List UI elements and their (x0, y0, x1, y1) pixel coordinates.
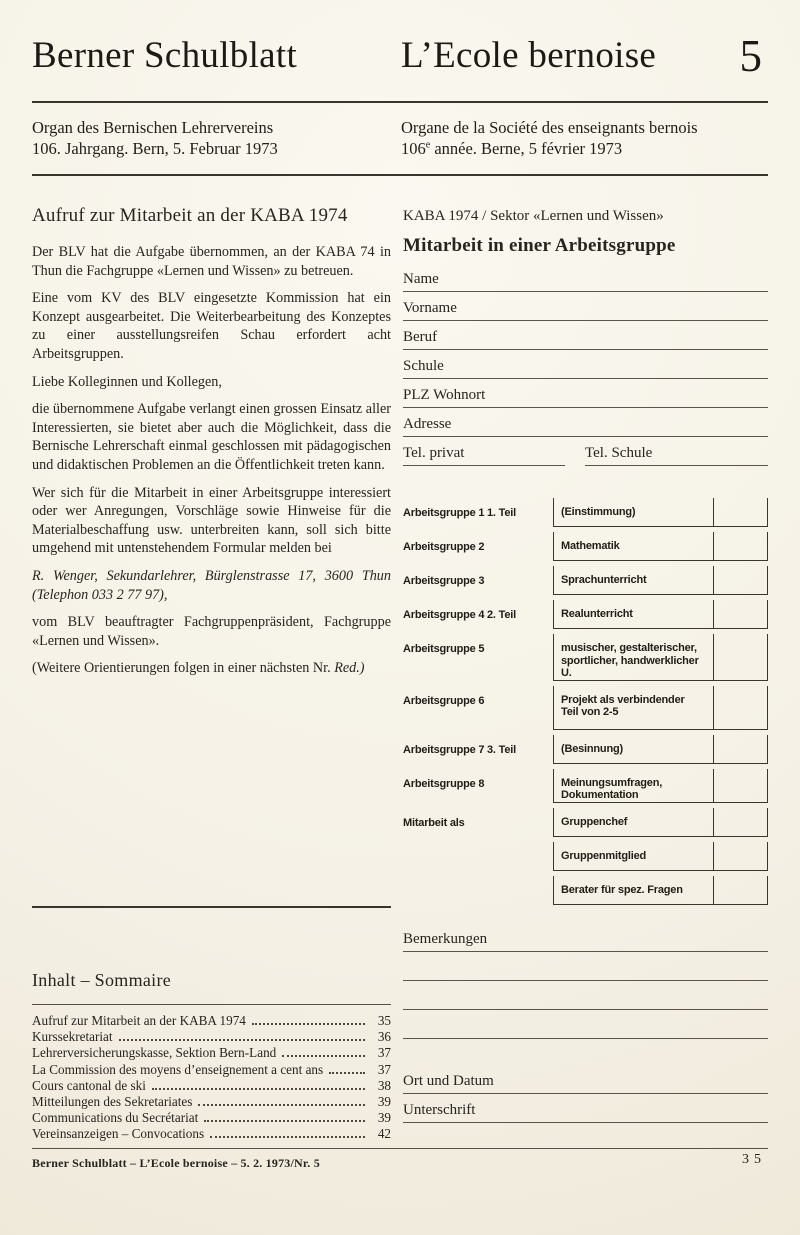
field-schule (403, 350, 768, 379)
workgroup-label: Arbeitsgruppe 8 (403, 777, 485, 790)
toc-entry-page: 36 (377, 1029, 391, 1045)
workgroup-description (553, 532, 713, 561)
workgroup-description-line: Realunterricht (561, 608, 633, 620)
workgroup-part: 1. Teil (487, 507, 516, 519)
field-unterschrift-label: Unterschrift (403, 1101, 476, 1118)
toc-divider-rule (32, 1004, 391, 1005)
workgroup-checkbox-cell (713, 498, 768, 527)
toc-dot-leader (198, 1104, 365, 1106)
toc-entry (32, 1013, 391, 1029)
toc-entry-page: 42 (377, 1126, 391, 1142)
field-beruf-label: Beruf (403, 329, 438, 345)
workgroup-row-4 (403, 600, 768, 629)
toc-dot-leader (252, 1023, 365, 1025)
footer-rule (32, 1148, 768, 1149)
role-row-berater (403, 876, 768, 905)
field-adresse (403, 408, 768, 437)
field-tel-privat (403, 437, 565, 466)
role-row-gruppenchef (403, 808, 768, 837)
workgroup-label: Arbeitsgruppe 5 (403, 643, 485, 655)
role-description (553, 842, 713, 871)
imprint-french-line2 (401, 138, 698, 159)
workgroup-description-line: Teil von 2-5 (561, 706, 619, 718)
workgroup-description-line: Mathematik (561, 540, 620, 552)
workgroup-label: Arbeitsgruppe 6 (403, 694, 485, 707)
article-paragraph-5: Wer sich für die Mitarbeit in einer Arbeitsgruppe interessiert oder wer Anregungen, Vorschläge sowie Hinweise für die Materialbeschaffung usw. unterbreiten kann, soll sich bitte umgehend mit untenstehendem Formular melden bei (32, 484, 391, 557)
journal-title-german: Berner Schulblatt (32, 35, 298, 76)
toc-dot-leader (152, 1088, 365, 1090)
article-contact-line: R. Wenger, Sekundarlehrer, Bürglenstrasse 17, 3600 Thun (Telephon 033 2 77 97), (32, 567, 391, 603)
toc-entry (32, 1110, 391, 1126)
toc-dot-leader (282, 1055, 365, 1057)
left-column-divider-rule (32, 906, 391, 908)
field-beruf (403, 321, 768, 350)
toc-entry-label: La Commission des moyens d’enseignement a cent ans (32, 1061, 324, 1077)
field-name (403, 263, 768, 292)
role-description (553, 876, 713, 905)
form-column (403, 205, 768, 1123)
footer-imprint: Berner Schulblatt – L’Ecole bernoise – 5. 2. 1973/Nr. 5 (32, 1156, 320, 1170)
field-bemerkungen-label: Bemerkungen (403, 930, 488, 947)
article-paragraph-1: Der BLV hat die Aufgabe übernommen, an der KABA 74 in Thun die Fachgruppe «Lernen und Wissen» zu betreuen. (32, 244, 391, 279)
workgroup-row-8 (403, 769, 768, 803)
toc-entry (32, 1062, 391, 1078)
remarks-blank-line (403, 981, 768, 1010)
workgroup-description-line: Sprachunterricht (561, 574, 647, 586)
workgroup-description (553, 498, 713, 527)
remarks-blank-line (403, 952, 768, 981)
role-description (553, 808, 713, 837)
field-ort-und-datum-label: Ort und Datum (403, 1072, 494, 1089)
role-checkbox-cell (713, 842, 768, 871)
toc-entry-label: Lehrerversicherungskasse, Sektion Bern-Land (32, 1045, 277, 1061)
workgroup-row-5 (403, 634, 768, 681)
workgroup-description (553, 600, 713, 629)
imprint-french-year: 106 (401, 139, 426, 158)
workgroup-row-3 (403, 566, 768, 595)
field-adresse-label: Adresse (403, 416, 452, 432)
workgroup-checkbox-cell (713, 686, 768, 730)
workgroup-row-2 (403, 532, 768, 561)
issue-number: 5 (739, 31, 762, 81)
role-description-line: Gruppenchef (561, 815, 628, 828)
field-tel-schule (585, 437, 768, 466)
toc-entry-page: 37 (377, 1061, 391, 1077)
toc-entry-page: 37 (377, 1045, 391, 1061)
field-telephone-row (403, 437, 768, 466)
workgroup-label: Arbeitsgruppe 1 (403, 507, 485, 519)
field-unterschrift (403, 1094, 768, 1123)
imprint-french-date: année. Berne, 5 février 1973 (430, 139, 623, 158)
toc-entry-label: Cours cantonal de ski (32, 1077, 146, 1093)
field-vorname-label: Vorname (403, 300, 457, 316)
footer-page-number: 35 (742, 1152, 766, 1167)
workgroup-description-line: Meinungsumfragen, Dokumentation (561, 776, 663, 801)
workgroup-description (553, 566, 713, 595)
toc-entry-page: 35 (377, 1013, 391, 1028)
role-label: Mitarbeit als (403, 816, 465, 829)
workgroup-checkbox-cell (713, 566, 768, 595)
workgroup-description-line: (Einstimmung) (561, 506, 636, 518)
toc-entry-label: Kurssekretariat (32, 1029, 113, 1045)
article-column (32, 205, 391, 687)
field-vorname (403, 292, 768, 321)
masthead-bottom-rule (32, 174, 768, 176)
workgroup-label: Arbeitsgruppe 7 (403, 743, 485, 756)
workgroup-row-6 (403, 686, 768, 730)
workgroup-checkbox-cell (713, 769, 768, 803)
toc-heading: Inhalt – Sommaire (32, 970, 172, 990)
workgroup-checkbox-cell (713, 532, 768, 561)
role-part (487, 842, 553, 871)
workgroup-part: 2. Teil (487, 609, 516, 621)
role-row-gruppenmitglied (403, 842, 768, 871)
form-fields (403, 263, 768, 466)
workgroup-description (553, 769, 713, 803)
field-name-label: Name (403, 271, 439, 287)
toc-dot-leader (329, 1072, 365, 1074)
journal-title-french: L’Ecole bernoise (401, 35, 657, 76)
field-tel-schule-label: Tel. Schule (585, 445, 653, 461)
imprint-german (32, 117, 278, 159)
form-heading: Mitarbeit in einer Arbeitsgruppe (403, 235, 676, 256)
toc-dot-leader (119, 1039, 365, 1041)
workgroup-part (487, 769, 553, 803)
field-tel-privat-label: Tel. privat (403, 445, 465, 461)
workgroup-description-line: (Besinnung) (561, 742, 623, 755)
role-part (487, 808, 553, 837)
workgroup-description-line: Projekt als verbindender (561, 693, 685, 706)
toc-entry-label: Communications du Secrétariat (32, 1110, 199, 1126)
role-part (487, 876, 553, 905)
article-salutation: Liebe Kolleginnen und Kollegen, (32, 373, 222, 390)
toc-entry (32, 1126, 391, 1142)
workgroup-label: Arbeitsgruppe 2 (403, 541, 485, 553)
workgroup-checkbox-cell (713, 634, 768, 681)
role-label (403, 876, 487, 905)
workgroup-row-1 (403, 498, 768, 527)
field-bemerkungen (403, 923, 768, 952)
workgroup-part (487, 634, 553, 681)
table-of-contents (32, 970, 391, 1143)
toc-dot-leader (204, 1120, 365, 1122)
workgroup-description (553, 634, 713, 681)
masthead-top-rule (32, 101, 768, 103)
workgroup-checkbox-cell (713, 735, 768, 764)
workgroup-description-line: musischer, gestalterischer, (561, 642, 697, 654)
toc-entry-label: Mitteilungen des Sekretariates (32, 1093, 193, 1109)
workgroup-part: 3. Teil (487, 743, 516, 756)
workgroup-description (553, 686, 713, 730)
article-heading: Aufruf zur Mitarbeit an der KABA 1974 (32, 205, 348, 226)
workgroup-part (487, 566, 553, 595)
remarks-blank-line (403, 1010, 768, 1039)
workgroup-part (487, 686, 553, 730)
toc-list (32, 1013, 391, 1143)
workgroup-table (403, 498, 768, 905)
workgroup-row-7 (403, 735, 768, 764)
role-label (403, 842, 487, 871)
toc-entry-label: Vereinsanzeigen – Convocations (32, 1126, 205, 1142)
role-description-line: Berater für spez. Fragen (561, 883, 683, 896)
imprint-german-line1: Organ des Bernischen Lehrervereins (32, 118, 274, 137)
workgroup-label: Arbeitsgruppe 3 (403, 575, 485, 587)
role-checkbox-cell (713, 808, 768, 837)
imprint-german-line2: 106. Jahrgang. Bern, 5. Februar 1973 (32, 139, 278, 158)
workgroup-label: Arbeitsgruppe 4 (403, 609, 485, 621)
toc-entry (32, 1094, 391, 1110)
toc-dot-leader (210, 1136, 365, 1138)
toc-entry-page: 39 (377, 1093, 391, 1109)
toc-entry (32, 1078, 391, 1094)
role-description-line: Gruppenmitglied (561, 849, 647, 862)
toc-entry (32, 1029, 391, 1045)
article-note-text: (Weitere Orientierungen folgen in einer nächsten Nr. (32, 660, 335, 677)
workgroup-checkbox-cell (713, 600, 768, 629)
form-kicker: KABA 1974 / Sektor «Lernen und Wissen» (403, 208, 664, 224)
toc-entry (32, 1045, 391, 1061)
workgroup-part (487, 532, 553, 561)
toc-entry-label: Aufruf zur Mitarbeit an der KABA 1974 (32, 1013, 246, 1028)
toc-entry-page: 38 (377, 1077, 391, 1093)
field-plz-wohnort (403, 379, 768, 408)
workgroup-description (553, 735, 713, 764)
article-editorial-note (32, 659, 391, 678)
article-note-signature: Red.) (334, 660, 365, 677)
workgroup-description-line: sportlicher, handwerklicher U. (561, 654, 699, 679)
imprint-french-line1: Organe de la Société des enseignants bernois (401, 118, 698, 137)
article-paragraph-7: vom BLV beauftragter Fachgruppenpräsident, Fachgruppe «Lernen und Wissen». (32, 614, 391, 649)
imprint-french-ordinal: e (425, 139, 431, 151)
toc-entry-page: 39 (377, 1110, 391, 1126)
field-schule-label: Schule (403, 358, 444, 374)
field-ort-und-datum (403, 1065, 768, 1094)
imprint-french (401, 117, 698, 159)
article-paragraph-2: Eine vom KV des BLV eingesetzte Kommission hat ein Konzept ausgearbeitet. Die Weiterbearbeitung des Konzeptes zu einer ausstellungsreifen Schau erfordert acht Arbeitsgruppen. (32, 290, 391, 362)
field-plz-wohnort-label: PLZ Wohnort (403, 387, 486, 403)
article-paragraph-4: die übernommene Aufgabe verlangt einen grossen Einsatz aller Interessierten, sie bietet aber auch die Möglichkeit, dass die Bernische Lehrerschaft einmal geschlossen mit pädagogischen und didaktischen Problemen an die Öffentlichkeit treten kann. (32, 401, 391, 473)
role-checkbox-cell (713, 876, 768, 905)
